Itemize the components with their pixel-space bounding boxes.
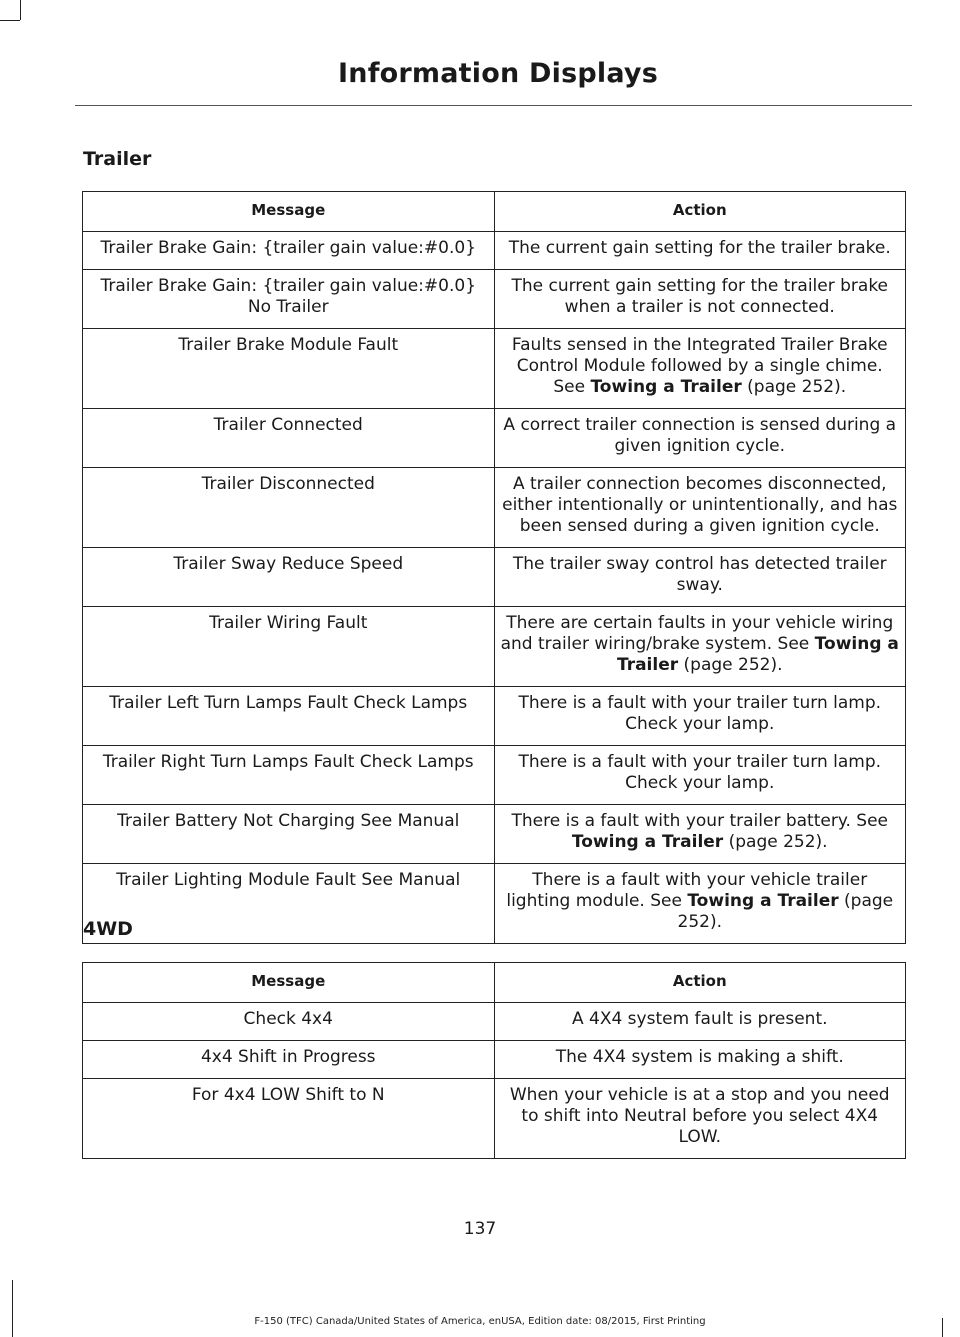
action-text: (page 252). <box>677 891 894 932</box>
column-header-action: Action <box>494 963 906 1003</box>
column-header-action: Action <box>494 192 906 232</box>
action-cell <box>494 232 906 270</box>
table-row <box>83 1041 906 1079</box>
message-cell: For 4x4 LOW Shift to N <box>83 1079 495 1159</box>
crop-mark-bottom-left <box>12 1280 13 1337</box>
table-row <box>83 548 906 607</box>
action-cell <box>494 548 906 607</box>
header-divider <box>75 105 912 106</box>
table-row <box>83 270 906 329</box>
crop-mark-top-left <box>0 20 20 21</box>
table-row <box>83 1003 906 1041</box>
action-text: (page 252). <box>678 655 783 675</box>
action-text: Faults sensed in the Integrated Trailer Brake Control Module followed by a single chime. See <box>511 335 888 397</box>
action-cell <box>494 1079 906 1159</box>
message-cell: Trailer Brake Gain: {trailer gain value:#0.0} No Trailer <box>83 270 495 329</box>
message-cell: Trailer Left Turn Lamps Fault Check Lamps <box>83 687 495 746</box>
action-text: When your vehicle is at a stop and you need to shift into Neutral before you select 4X4 LOW. <box>509 1085 890 1147</box>
cross-reference-link[interactable]: Towing a Trailer <box>687 891 839 911</box>
action-cell <box>494 687 906 746</box>
table-row <box>83 468 906 548</box>
action-text: There is a fault with your trailer turn lamp. Check your lamp. <box>518 693 882 734</box>
table-header-row <box>83 192 906 232</box>
action-text: A 4X4 system fault is present. <box>571 1009 828 1029</box>
page-header-title: Information Displays <box>338 58 658 89</box>
message-cell: Trailer Wiring Fault <box>83 607 495 687</box>
action-text: There are certain faults in your vehicle wiring and trailer wiring/brake system. See <box>500 613 894 654</box>
message-cell: Trailer Sway Reduce Speed <box>83 548 495 607</box>
action-text: The trailer sway control has detected trailer sway. <box>512 554 887 595</box>
message-cell: Trailer Brake Module Fault <box>83 329 495 409</box>
action-text: A correct trailer connection is sensed during a given ignition cycle. <box>503 415 897 456</box>
action-cell <box>494 270 906 329</box>
message-cell: Trailer Right Turn Lamps Fault Check Lamps <box>83 746 495 805</box>
message-cell: Trailer Battery Not Charging See Manual <box>83 805 495 864</box>
action-cell <box>494 607 906 687</box>
message-cell: Trailer Lighting Module Fault See Manual <box>83 864 495 944</box>
table-row <box>83 232 906 270</box>
cross-reference-link[interactable]: Towing a Trailer <box>616 634 899 675</box>
table-row <box>83 329 906 409</box>
message-cell: Check 4x4 <box>83 1003 495 1041</box>
column-header-message: Message <box>83 192 495 232</box>
action-cell <box>494 746 906 805</box>
action-cell <box>494 1041 906 1079</box>
action-cell <box>494 1003 906 1041</box>
table-row <box>83 409 906 468</box>
message-cell: 4x4 Shift in Progress <box>83 1041 495 1079</box>
table-row <box>83 805 906 864</box>
message-cell: Trailer Disconnected <box>83 468 495 548</box>
action-text: The current gain setting for the trailer brake. <box>508 238 891 258</box>
action-cell <box>494 468 906 548</box>
section-title-4wd: 4WD <box>83 918 133 940</box>
cross-reference-link[interactable]: Towing a Trailer <box>571 832 724 852</box>
action-text: There is a fault with your vehicle trailer lighting module. See <box>506 870 868 911</box>
table-row <box>83 607 906 687</box>
footer-edition-info: F-150 (TFC) Canada/United States of America, enUSA, Edition date: 08/2015, First Printing <box>254 1316 706 1327</box>
action-cell <box>494 864 906 944</box>
action-text: (page 252). <box>741 377 847 397</box>
action-cell <box>494 329 906 409</box>
action-cell <box>494 805 906 864</box>
action-text: There is a fault with your trailer turn lamp. Check your lamp. <box>518 752 882 793</box>
action-text: The 4X4 system is making a shift. <box>555 1047 844 1067</box>
action-text: The current gain setting for the trailer brake when a trailer is not connected. <box>511 276 889 317</box>
message-cell: Trailer Connected <box>83 409 495 468</box>
column-header-message: Message <box>83 963 495 1003</box>
action-text: A trailer connection becomes disconnected, either intentionally or unintentionally, and has been sensed during a given ignition cycle. <box>502 474 898 536</box>
table-row <box>83 687 906 746</box>
4wd-messages-table <box>82 962 906 1159</box>
action-text: (page 252). <box>723 832 828 852</box>
table-row <box>83 864 906 944</box>
page-number: 137 <box>463 1219 497 1239</box>
crop-mark-top-left-v <box>20 0 21 20</box>
section-title-trailer: Trailer <box>83 148 152 170</box>
action-text: There is a fault with your trailer battery. See <box>511 811 888 831</box>
table-header-row <box>83 963 906 1003</box>
table-row <box>83 746 906 805</box>
cross-reference-link[interactable]: Towing a Trailer <box>590 377 742 397</box>
action-cell <box>494 409 906 468</box>
trailer-messages-table <box>82 191 906 944</box>
table-row <box>83 1079 906 1159</box>
message-cell: Trailer Brake Gain: {trailer gain value:#0.0} <box>83 232 495 270</box>
